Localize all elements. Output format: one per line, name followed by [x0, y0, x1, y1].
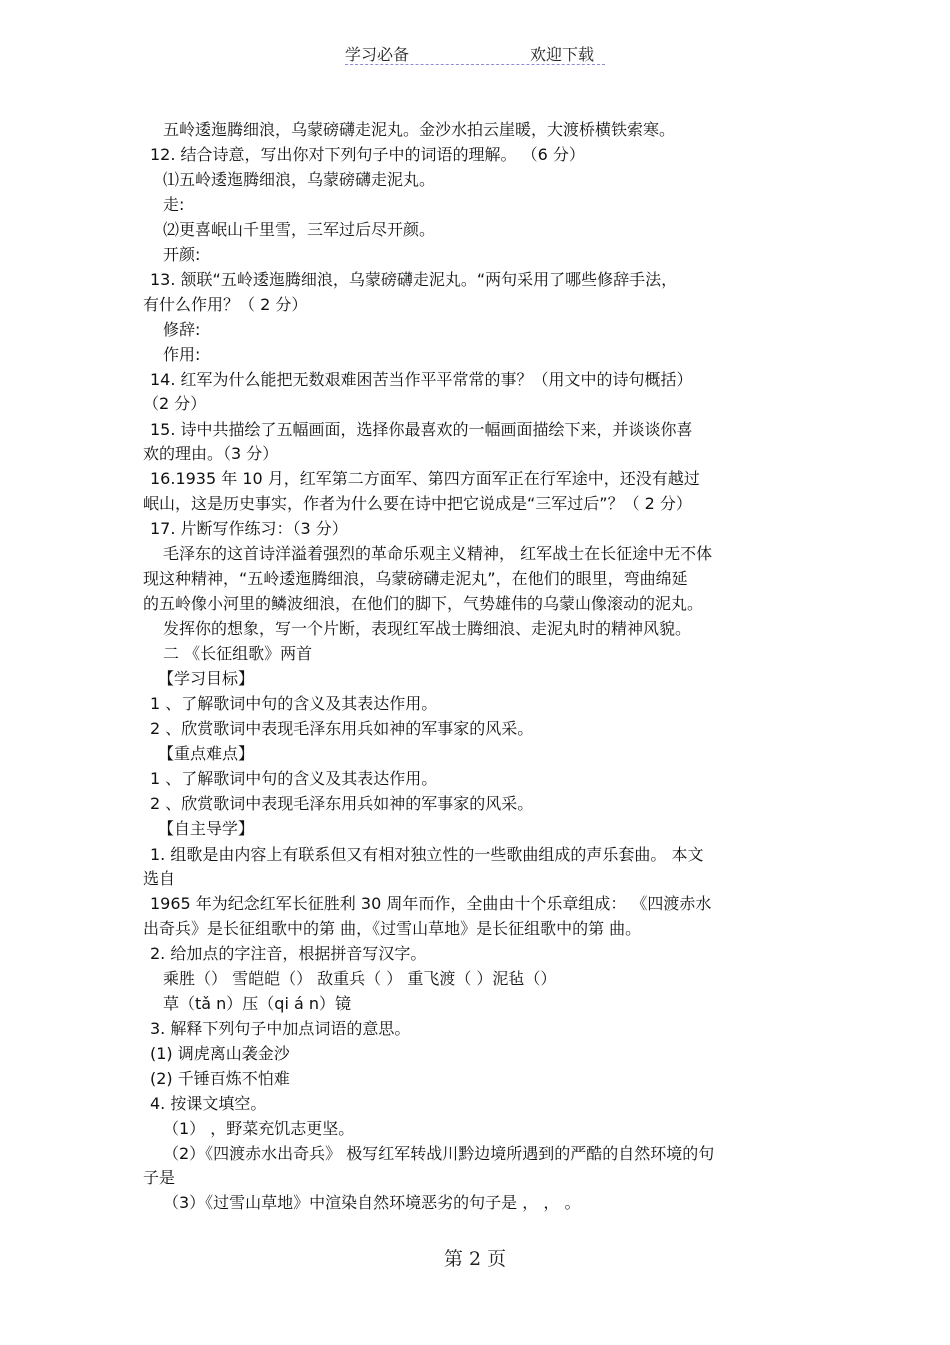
explain-item: (1) 调虎离山袭金沙 [150, 1044, 290, 1063]
learning-goals-heading: 【学习目标】 [158, 669, 255, 688]
self-study-item-1-cont: 选自 [143, 869, 176, 888]
key-point-item: 1 、了解歌词中句的含义及其表达作用。 [150, 769, 438, 788]
fill-blank-item: （2）《四渡赤水出奇兵》 极写红军转战川黔边境所遇到的严酷的自然环境的句 [163, 1144, 715, 1163]
self-study-item-1: 1. 组歌是由内容上有联系但又有相对独立性的一些歌曲组成的声乐套曲。 本文 [150, 845, 704, 864]
self-study-heading: 【自主导学】 [158, 819, 255, 838]
q17-paragraph-line: 发挥你的想象，写一个片断，表现红军战士腾细浪、走泥丸时的精神风貌。 [163, 619, 692, 638]
question-14: 14. 红军为什么能把无数艰难困苦当作平平常常的事？（用文中的诗句概括） [150, 370, 693, 389]
header-left-text: 学习必备 [345, 45, 410, 64]
explain-item: (2) 千锤百炼不怕难 [150, 1069, 290, 1088]
q12-answer-zou: 走: [163, 195, 185, 214]
q17-paragraph-line: 现这种精神，“五岭逶迤腾细浪，乌蒙磅礴走泥丸”，在他们的眼里，弯曲绵延 [143, 569, 688, 588]
page-number: 第 2 页 [443, 1248, 507, 1270]
fill-blank-item-cont: 子是 [143, 1168, 176, 1187]
question-13-cont: 有什么作用？（ 2 分） [143, 295, 308, 314]
self-study-item-1-cont: 1965 年为纪念红军长征胜利 30 周年而作，全曲由十个乐章组成： 《四渡赤水 [150, 894, 712, 913]
self-study-item-3: 3. 解释下列句子中加点词语的意思。 [150, 1019, 411, 1038]
self-study-item-4: 4. 按课文填空。 [150, 1094, 267, 1113]
q17-paragraph-line: 的五岭像小河里的鳞波细浪，在他们的脚下，气势雄伟的乌蒙山像滚动的泥丸。 [143, 594, 704, 613]
key-points-heading: 【重点难点】 [158, 744, 255, 763]
pinyin-exercise-line: 草（tǎ n）压（qi á n）镜 [163, 994, 352, 1013]
q12-answer-kaiyan: 开颜: [163, 245, 201, 264]
question-17: 17. 片断写作练习：（3 分） [150, 519, 348, 538]
page-header [345, 42, 605, 65]
q17-paragraph-line: 毛泽东的这首诗洋溢着强烈的革命乐观主义精神， 红军战士在长征途中无不体 [163, 544, 713, 563]
question-15: 15. 诗中共描绘了五幅画面，选择你最喜欢的一幅画面描绘下来，并谈谈你喜 [150, 420, 693, 439]
question-14-cont: （2 分） [143, 394, 207, 413]
header-right-text: 欢迎下载 [530, 45, 595, 64]
goal-item: 2 、欣赏歌词中表现毛泽东用兵如神的军事家的风采。 [150, 719, 534, 738]
q13-answer-zuoyong: 作用: [163, 345, 201, 364]
question-15-cont: 欢的理由。（3 分） [143, 444, 279, 463]
self-study-item-2: 2. 给加点的字注音，根据拼音写汉字。 [150, 944, 427, 963]
fill-blank-item: （3）《过雪山草地》中渲染自然环境恶劣的句子是 ， ， 。 [163, 1193, 581, 1212]
key-point-item: 2 、欣赏歌词中表现毛泽东用兵如神的军事家的风采。 [150, 794, 534, 813]
fill-blank-item: （1） ，野菜充饥志更坚。 [163, 1119, 355, 1138]
section-heading: 二 《长征组歌》两首 [163, 644, 313, 663]
question-16: 16.1935 年 10 月，红军第二方面军、第四方面军正在行军途中，还没有越过 [150, 469, 700, 488]
question-16-cont: 岷山，这是历史事实，作者为什么要在诗中把它说成是“三军过后”？（ 2 分） [143, 494, 692, 513]
goal-item: 1 、了解歌词中句的含义及其表达作用。 [150, 694, 438, 713]
q12-item-1: ⑴五岭逶迤腾细浪，乌蒙磅礴走泥丸。 [163, 170, 436, 189]
self-study-item-1-cont: 出奇兵》是长征组歌中的第 曲，《过雪山草地》是长征组歌中的第 曲。 [143, 919, 642, 938]
q13-answer-xiuci: 修辞: [163, 320, 201, 339]
q12-item-2: ⑵更喜岷山千里雪，三军过后尽开颜。 [163, 220, 436, 239]
question-12: 12. 结合诗意，写出你对下列句子中的词语的理解。 （6 分） [150, 145, 585, 164]
poem-line: 五岭逶迤腾细浪，乌蒙磅礴走泥丸。金沙水拍云崖暖，大渡桥横铁索寒。 [163, 120, 676, 139]
question-13: 13. 颔联“五岭逶迤腾细浪，乌蒙磅礴走泥丸。“两句采用了哪些修辞手法， [150, 270, 678, 289]
pinyin-exercise-line: 乘胜（） 雪皑皑（） 敌重兵（ ） 重飞渡（ ）泥毡（） [163, 969, 557, 988]
